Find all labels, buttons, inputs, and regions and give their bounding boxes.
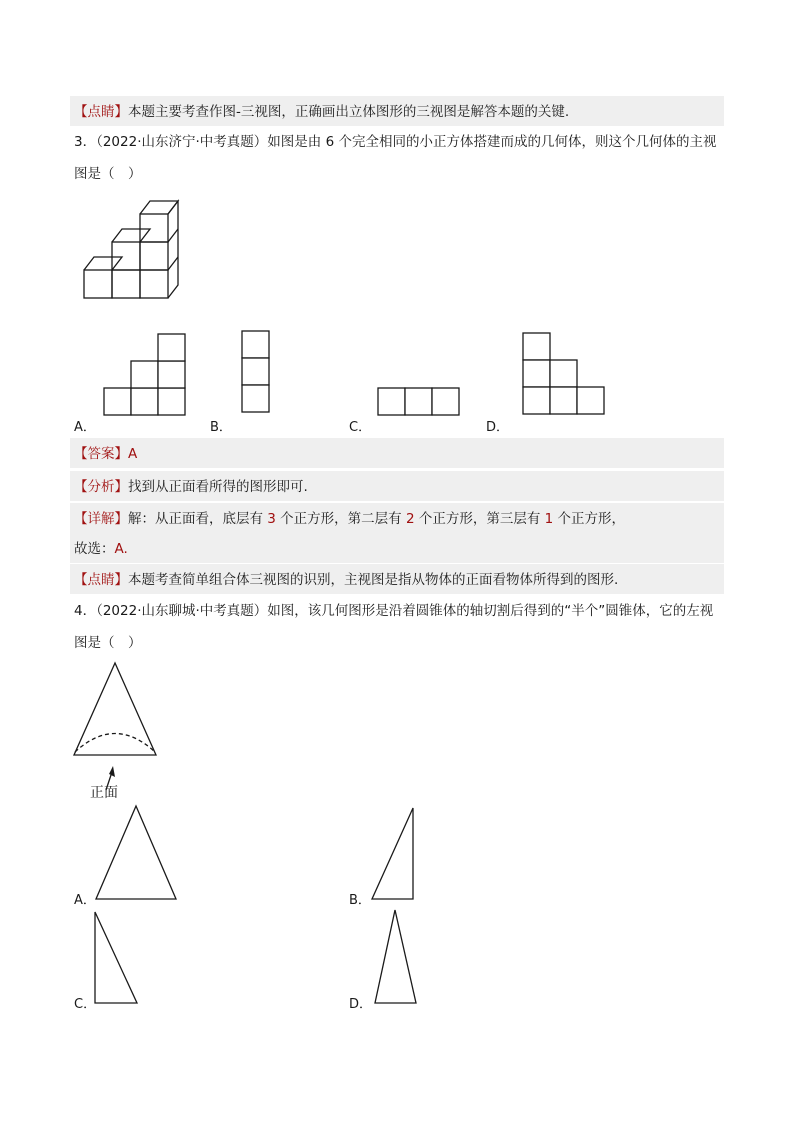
q3-stem-line2: 图是（ ） (74, 166, 142, 182)
q4-stem-text: 如图，该几何图形是沿着圆锥体的轴切割后得到的“半个”圆锥体，它的左视 (267, 603, 714, 619)
q4-source: （2022·山东聊城·中考真题） (96, 603, 268, 619)
detail-num-1: 3 (267, 511, 276, 527)
answer-band (70, 438, 724, 468)
q3-option-a-label[interactable]: A． (74, 420, 96, 435)
q3-comment (74, 570, 618, 590)
detail-text-2: 个正方形，第二层有 (275, 511, 406, 527)
answer-tag: 【答案】 (74, 446, 128, 462)
detail-text-3: 个正方形，第三层有 (414, 511, 545, 527)
cube-front-1-3 (140, 270, 168, 298)
detail-num-2: 2 (405, 511, 415, 527)
detail-text-1: 解：从正面看，底层有 (128, 511, 268, 527)
cube-front-1-1 (84, 270, 112, 298)
q4-option-d-figure (373, 908, 423, 1008)
q3-option-d-figure (523, 333, 613, 418)
cone-base-arc (75, 734, 155, 753)
cube-top-1 (84, 257, 122, 270)
q4-half-cone-figure (72, 660, 162, 770)
cube-front-2-3 (140, 242, 168, 270)
cube-front-1-2 (112, 270, 140, 298)
q3-stem-line1 (74, 132, 716, 152)
q4-option-b-label[interactable]: B． (349, 893, 371, 908)
q3-cube-figure (80, 195, 200, 305)
q3-stem-text: 如图是由 6 个完全相同的小正方体搭建而成的几何体，则这个几何体的主视 (267, 134, 717, 150)
cube-front-3-3 (140, 214, 168, 242)
q3-option-a-figure (104, 334, 194, 419)
q4-option-d-label[interactable]: D． (349, 997, 373, 1012)
choice-value: A. (114, 541, 128, 557)
detail-tag: 【详解】 (74, 511, 128, 527)
detail-text-4: 个正方形， (553, 511, 626, 527)
q3-choice (74, 539, 128, 559)
front-arrow-head (109, 766, 115, 777)
q4-option-a-figure (94, 804, 184, 904)
comment-text: 本题考查简单组合体三视图的识别，主视图是指从物体的正面看物体所得到的图形. (128, 572, 619, 588)
q3-option-c-figure (378, 388, 468, 418)
q3-detail (74, 509, 625, 529)
cube-front-2-2 (112, 242, 140, 270)
q4-option-c-figure (93, 910, 143, 1010)
top-comment (74, 102, 569, 122)
q4-option-a-label[interactable]: A． (74, 893, 96, 908)
q4-stem-line1 (74, 601, 713, 621)
front-label: 正面 (90, 785, 118, 801)
q3-source: （2022·山东济宁·中考真题） (96, 134, 268, 150)
q3-answer (74, 444, 137, 464)
q3-option-d-label[interactable]: D． (486, 420, 510, 435)
q3-option-c-label[interactable]: C． (349, 420, 372, 435)
q3-analysis (74, 477, 308, 497)
analysis-tag: 【分析】 (74, 479, 128, 495)
analysis-text: 找到从正面看所得的图形即可. (128, 479, 308, 495)
q4-option-c-label[interactable]: C． (74, 997, 97, 1012)
q3-option-b-label[interactable]: B． (210, 420, 232, 435)
q3-option-b-figure (242, 331, 272, 416)
cone-outline (74, 663, 156, 755)
comment-tag: 【点睛】 (74, 572, 128, 588)
q4-number: 4． (74, 603, 97, 619)
q4-option-b-figure (370, 806, 420, 906)
q4-stem-line2: 图是（ ） (74, 635, 142, 651)
q3-number: 3． (74, 134, 97, 150)
choice-prefix: 故选： (74, 541, 115, 557)
cube-top-2 (112, 229, 150, 242)
comment-text: 本题主要考查作图-三视图，正确画出立体图形的三视图是解答本题的关键. (128, 104, 570, 120)
comment-tag: 【点睛】 (74, 104, 128, 120)
cube-right-side (168, 201, 178, 298)
answer-value: A (128, 446, 138, 462)
detail-num-3: 1 (544, 511, 554, 527)
